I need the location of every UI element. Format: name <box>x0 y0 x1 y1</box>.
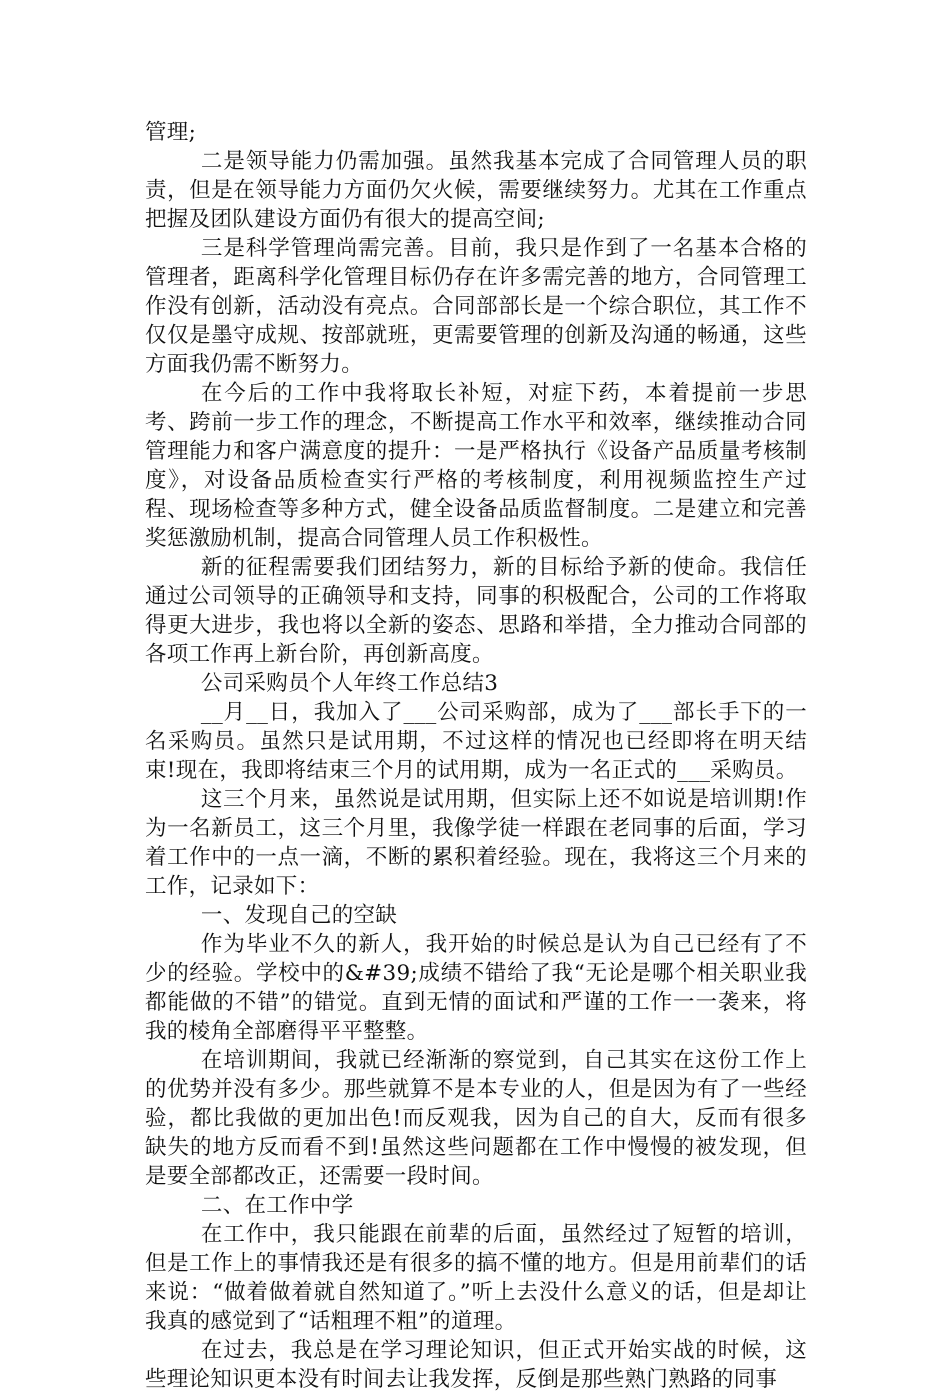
paragraph-10: 作为毕业不久的新人，我开始的时候总是认为自己已经有了不少的经验。学校中的&#39;成绩不错给了我“无论是哪个相关职业我都能做的不错”的错觉。直到无情的面试和严谨的工作一一袭来，将我的棱角全部磨得平平整整。 <box>145 932 807 1044</box>
subheading-2: 二、在工作中学 <box>200 1193 354 1218</box>
subheading-1: 一、发现自己的空缺 <box>200 903 398 928</box>
paragraph-4: 在今后的工作中我将取长补短，对症下药，本着提前一步思考、跨前一步工作的理念，不断提高工作水平和效率，继续推动合同管理能力和客户满意度的提升：一是严格执行《设备产品质量考核制度》，对设备品质检查实行严格的考核制度，利用视频监控生产过程、现场检查等多种方式，健全设备品质监督制度。二是建立和完善奖惩激励机制，提高合同管理人员工作积极性。 <box>145 381 807 551</box>
paragraph-5: 新的征程需要我们团结努力，新的目标给予新的使命。我信任通过公司领导的正确领导和支持，同事的积极配合，公司的工作将取得更大进步，我也将以全新的姿态、思路和举措，全力推动合同部的各项工作再上新台阶，再创新高度。 <box>145 555 807 667</box>
paragraph-2: 二是领导能力仍需加强。虽然我基本完成了合同管理人员的职责，但是在领导能力方面仍欠火候，需要继续努力。尤其在工作重点把握及团队建设方面仍有很大的提高空间; <box>145 149 807 232</box>
paragraph-11: 在培训期间，我就已经渐渐的察觉到，自己其实在这份工作上的优势并没有多少。那些就算不是本专业的人，但是因为有了一些经验，都比我做的更加出色!而反观我，因为自己的自大，反而有很多缺失的地方反而看不到!虽然这些问题都在工作中慢慢的被发现，但是要全部都改正，还需要一段时间。 <box>145 1048 807 1189</box>
paragraph-8: 这三个月来，虽然说是试用期，但实际上还不如说是培训期!作为一名新员工，这三个月里，我像学徒一样跟在老同事的后面，学习着工作中的一点一滴，不断的累积着经验。现在，我将这三个月来的工作，记录如下： <box>145 787 807 899</box>
paragraph-13: 在工作中，我只能跟在前辈的后面，虽然经过了短暂的培训，但是工作上的事情我还是有很多的搞不懂的地方。但是用前辈们的话来说：“做着做着就自然知道了。”听上去没什么意义的话，但是却让我真的感觉到了“话粗理不粗”的道理。 <box>145 1222 807 1334</box>
paragraph-1: 管理; <box>145 120 197 145</box>
paragraph-14: 在过去，我总是在学习理论知识，但正式开始实战的时候，这些理论知识更本没有时间去让我发挥，反倒是那些熟门熟路的同事 <box>145 1338 807 1392</box>
document-page <box>145 118 807 1394</box>
section-title: 公司采购员个人年终工作总结3 <box>200 671 499 696</box>
paragraph-7: __月__日，我加入了___公司采购部，成为了___部长手下的一名采购员。虽然只是试用期，不过这样的情况也已经即将在明天结束!现在，我即将结束三个月的试用期，成为一名正式的___采购员。 <box>145 700 807 783</box>
paragraph-3: 三是科学管理尚需完善。目前，我只是作到了一名基本合格的管理者，距离科学化管理目标仍存在许多需完善的地方，合同管理工作没有创新，活动没有亮点。合同部部长是一个综合职位，其工作不仅仅是墨守成规、按部就班，更需要管理的创新及沟通的畅通，这些方面我仍需不断努力。 <box>145 236 807 377</box>
